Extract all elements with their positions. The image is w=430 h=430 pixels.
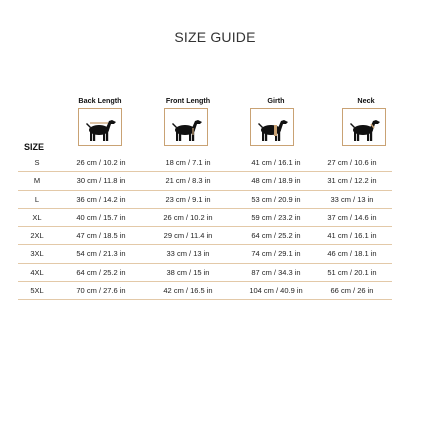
girth-cell: 53 cm / 20.9 in: [251, 194, 301, 204]
back-length-cell: 26 cm / 10.2 in: [76, 158, 126, 167]
front-length-cell: 26 cm / 10.2 in: [163, 212, 213, 222]
table-row: [18, 245, 392, 263]
back-length-cell: 30 cm / 11.8 in: [76, 176, 126, 186]
back-length-cell: 40 cm / 15.7 in: [76, 212, 126, 222]
size-cell: 5XL: [30, 286, 44, 296]
front-length-cell: 21 cm / 8.3 in: [165, 176, 211, 186]
neck-cell: 51 cm / 20.1 in: [327, 267, 377, 277]
front-length-cell: 33 cm / 13 in: [166, 249, 210, 259]
girth-cell: 87 cm / 34.3 in: [251, 267, 301, 277]
back-length-cell: 36 cm / 14.2 in: [76, 194, 126, 204]
size-cell: S: [34, 158, 40, 167]
page-title: SIZE GUIDE: [174, 29, 256, 45]
table-row: [18, 209, 392, 227]
neck-cell: 66 cm / 26 in: [330, 286, 374, 296]
back-length-cell: 54 cm / 21.3 in: [76, 249, 126, 259]
size-cell: L: [34, 194, 40, 204]
dog-back-length-icon: [78, 108, 122, 146]
table-row: [18, 282, 392, 300]
front-length-cell: 18 cm / 7.1 in: [165, 158, 211, 167]
table-row: [18, 172, 392, 190]
size-cell: 2XL: [30, 231, 44, 241]
back-length-cell: 70 cm / 27.6 in: [76, 286, 126, 296]
girth-cell: 59 cm / 23.2 in: [251, 212, 301, 222]
size-cell: 3XL: [30, 249, 44, 259]
girth-cell: 64 cm / 25.2 in: [251, 231, 301, 241]
girth-cell: 74 cm / 29.1 in: [251, 249, 301, 259]
back-length-cell: 47 cm / 18.5 in: [76, 231, 126, 241]
dog-front-length-icon: [164, 108, 208, 146]
front-length-cell: 42 cm / 16.5 in: [163, 286, 213, 296]
neck-cell: 33 cm / 13 in: [330, 194, 374, 204]
front-length-cell: 23 cm / 9.1 in: [165, 194, 211, 204]
neck-cell: 46 cm / 18.1 in: [327, 249, 377, 259]
size-cell: 4XL: [30, 267, 44, 277]
table-row: [18, 154, 392, 172]
column-header-girth: Girth: [267, 96, 285, 105]
girth-cell: 104 cm / 40.9 in: [249, 286, 303, 296]
neck-cell: 41 cm / 16.1 in: [327, 231, 377, 241]
column-header-back-length: Back Length: [78, 96, 122, 105]
front-length-cell: 38 cm / 15 in: [166, 267, 210, 277]
table-row: [18, 191, 392, 209]
dog-neck-icon: [342, 108, 386, 146]
neck-cell: 27 cm / 10.6 in: [327, 158, 377, 167]
neck-cell: 37 cm / 14.6 in: [327, 212, 377, 222]
girth-cell: 41 cm / 16.1 in: [251, 158, 301, 167]
column-header-neck: Neck: [357, 96, 375, 105]
girth-cell: 48 cm / 18.9 in: [251, 176, 301, 186]
dog-girth-icon: [250, 108, 294, 146]
back-length-cell: 64 cm / 25.2 in: [76, 267, 126, 277]
neck-cell: 31 cm / 12.2 in: [327, 176, 377, 186]
front-length-cell: 29 cm / 11.4 in: [163, 231, 213, 241]
size-cell: XL: [32, 212, 42, 222]
table-row: [18, 227, 392, 245]
column-header-front-length: Front Length: [165, 96, 211, 105]
size-cell: M: [33, 176, 41, 186]
size-table: [18, 154, 392, 300]
table-row: [18, 264, 392, 282]
size-column-header: SIZE: [24, 142, 45, 152]
